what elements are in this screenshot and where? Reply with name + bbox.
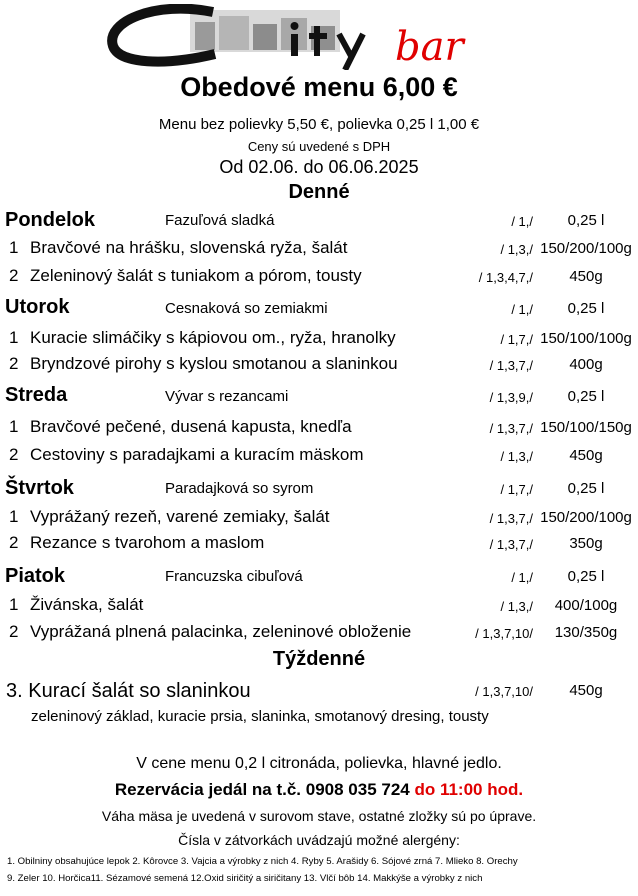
section-daily-heading: Denné: [288, 181, 350, 203]
dish-name: Vyprážaný rezeň, varené zemiaky, šalát: [30, 507, 330, 526]
allergen-note: Čísla v zátvorkách uvádzajú možné alergény:: [178, 832, 460, 848]
price-line: Menu bez polievky 5,50 €, polievka 0,25 l 1,00 €: [158, 116, 480, 133]
weekly-dish-allergens: / 1,3,7,10/: [475, 684, 533, 699]
menu-title: Obedové menu 6,00 €: [180, 72, 458, 102]
dish-quantity: 130/350g: [554, 624, 618, 641]
dish-quantity: 450g: [569, 447, 603, 464]
day-name: Pondelok: [5, 209, 96, 231]
soup-name: Cesnaková so zemiakmi: [165, 300, 328, 317]
weekly-dish-name: 3. Kurací šalát so slaninkou: [6, 680, 251, 702]
logo-graphic: [95, 4, 535, 70]
dish-number: 2: [9, 445, 19, 464]
soup-allergens: / 1,3,9,/: [489, 390, 533, 405]
dish-number: 1: [9, 238, 19, 257]
dish-quantity: 400/100g: [554, 597, 618, 614]
vat-note: Ceny sú uvedené s DPH: [247, 139, 391, 154]
soup-allergens: / 1,/: [511, 570, 533, 585]
day-name: Utorok: [5, 296, 70, 318]
dish-number: 2: [9, 354, 19, 373]
dish-name: Vyprážaná plnená palacinka, zeleninové obloženie: [30, 622, 412, 641]
dish-number: 2: [9, 622, 19, 641]
soup-quantity: 0,25 l: [567, 300, 605, 317]
dish-number: 1: [9, 417, 19, 436]
day-name: Štvrtok: [5, 477, 74, 499]
soup-quantity: 0,25 l: [567, 568, 605, 585]
dish-quantity: 150/100/100g: [540, 330, 632, 347]
dish-allergens: / 1,3,7,10/: [475, 626, 533, 641]
day-name: Streda: [5, 384, 68, 406]
dish-quantity: 400g: [569, 356, 603, 373]
dish-allergens: / 1,3,7,/: [489, 537, 533, 552]
soup-allergens: / 1,7,/: [500, 482, 533, 497]
dish-name: Živánska, šalát: [30, 595, 144, 614]
soup-quantity: 0,25 l: [567, 388, 605, 405]
dish-allergens: / 1,3,4,7,/: [478, 270, 533, 285]
dish-allergens: / 1,3,/: [500, 599, 533, 614]
soup-allergens: / 1,/: [511, 302, 533, 317]
reservation-line: [0, 780, 638, 800]
dish-number: 2: [9, 266, 19, 285]
weekly-dish-quantity: 450g: [569, 682, 603, 699]
logo: [95, 4, 535, 70]
dish-number: 1: [9, 595, 19, 614]
soup-name: Vývar s rezancami: [165, 388, 289, 405]
dish-allergens: / 1,3,/: [500, 242, 533, 257]
soup-name: Paradajková so syrom: [165, 480, 314, 497]
weekly-dish-description: zeleninový základ, kuracie prsia, slaninka, smotanový dresing, tousty: [31, 708, 489, 725]
date-range: Od 02.06. do 06.06.2025: [219, 157, 419, 177]
included-note: V cene menu 0,2 l citronáda, polievka, hlavné jedlo.: [136, 755, 502, 772]
section-weekly-heading: Týždenné: [272, 648, 366, 670]
reservation-phone: Rezervácia jedál na t.č. 0908 035 724: [114, 780, 415, 799]
dish-quantity: 150/200/100g: [540, 509, 632, 526]
dish-allergens: / 1,7,/: [500, 332, 533, 347]
soup-name: Fazuľová sladká: [165, 212, 275, 229]
dish-number: 1: [9, 328, 19, 347]
dish-quantity: 450g: [569, 268, 603, 285]
dish-allergens: / 1,3,/: [500, 449, 533, 464]
dish-name: Bravčové na hrášku, slovenská ryža, šalát: [30, 238, 348, 257]
dish-name: Kuracie slimáčiky s kápiovou om., ryža, hranolky: [30, 328, 396, 347]
soup-name: Francuzska cibuľová: [165, 568, 303, 585]
dish-number: 2: [9, 533, 19, 552]
dish-number: 1: [9, 507, 19, 526]
soup-allergens: / 1,/: [511, 214, 533, 229]
allergen-legend-line-2: 9. Zeler 10. Horčica11. Sézamové semená 12.Oxid siričitý a siričitany 13. Vlčí bôb 14. Makkýše a výrobky z nich: [7, 873, 483, 884]
reservation-deadline: do 11:00 hod.: [414, 780, 524, 799]
allergen-legend-line-1: 1. Obilniny obsahujúce lepok 2. Kôrovce 3. Vajcia a výrobky z nich 4. Ryby 5. Arašidy 6. Sójové zrná 7. Mlieko 8. Orechy: [7, 856, 518, 867]
dish-name: Cestoviny s paradajkami a kuracím mäskom: [30, 445, 364, 464]
soup-quantity: 0,25 l: [567, 480, 605, 497]
dish-allergens: / 1,3,7,/: [489, 358, 533, 373]
logo-sub: bar: [395, 24, 464, 70]
dish-quantity: 350g: [569, 535, 603, 552]
dish-quantity: 150/100/150g: [540, 419, 632, 436]
dish-name: Zeleninový šalát s tuniakom a pórom, tousty: [30, 266, 362, 285]
dish-name: Bryndzové pirohy s kyslou smotanou a slaninkou: [30, 354, 398, 373]
dish-allergens: / 1,3,7,/: [489, 421, 533, 436]
day-name: Piatok: [5, 565, 66, 587]
dish-name: Rezance s tvarohom a maslom: [30, 533, 265, 552]
dish-name: Bravčové pečené, dusená kapusta, knedľa: [30, 417, 352, 436]
weight-note: Váha mäsa je uvedená v surovom stave, ostatné zložky sú po úprave.: [101, 808, 537, 824]
dish-quantity: 150/200/100g: [540, 240, 632, 257]
dish-allergens: / 1,3,7,/: [489, 511, 533, 526]
soup-quantity: 0,25 l: [567, 212, 605, 229]
